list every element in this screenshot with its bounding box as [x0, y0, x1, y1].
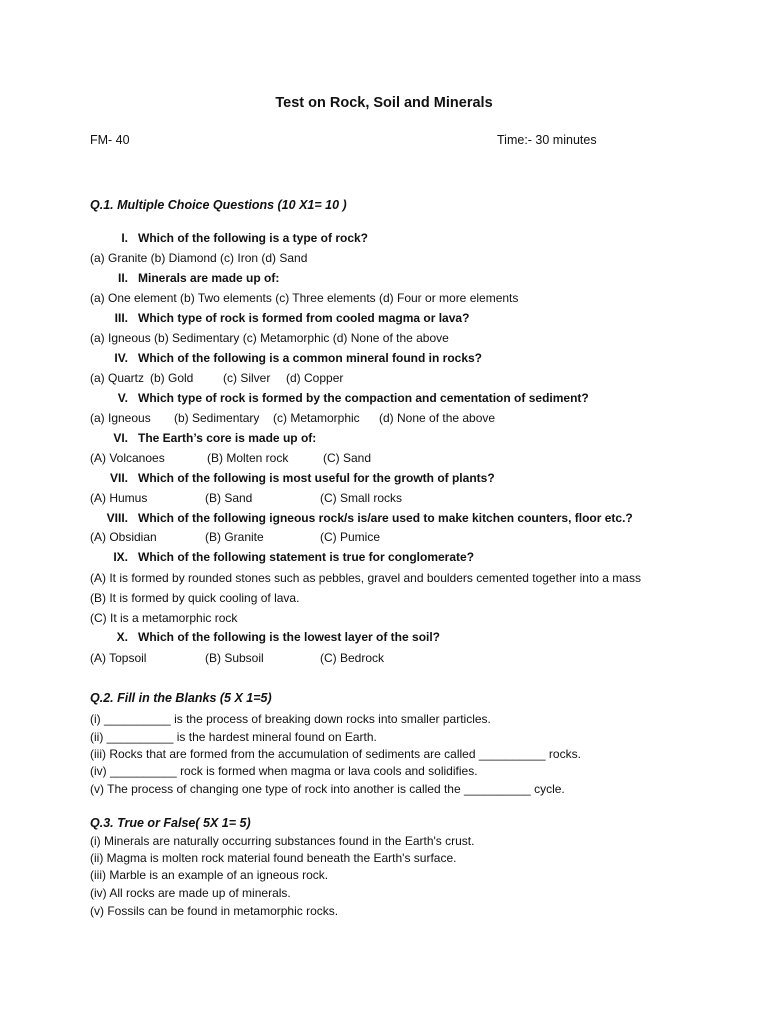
- question-text: Which type of rock is formed by the compaction and cementation of sediment?: [138, 391, 589, 405]
- fill-blank-item: (iv) __________ rock is formed when magma or lava cools and solidifies.: [90, 764, 478, 778]
- fill-blank-item: (iii) Rocks that are formed from the accumulation of sediments are called __________ rocks.: [90, 747, 581, 761]
- q2-heading: Q.2. Fill in the Blanks (5 X 1=5): [90, 691, 272, 705]
- question-6-options: [90, 451, 730, 467]
- question-5-options: [90, 411, 730, 427]
- option: (c) Silver: [223, 371, 271, 385]
- true-false-item: (ii) Magma is molten rock material found beneath the Earth's surface.: [90, 851, 457, 865]
- question-number: V.: [117, 391, 128, 405]
- option: (c) Metamorphic: [273, 411, 360, 425]
- question-text: The Earth’s core is made up of:: [138, 431, 317, 445]
- question-text: Which of the following igneous rock/s is/are used to make kitchen counters, floor etc.?: [138, 511, 633, 525]
- question-8-options: [90, 530, 730, 546]
- fill-blank-item: (v) The process of changing one type of rock into another is called the __________ cycle.: [90, 782, 565, 796]
- option: (C) Bedrock: [320, 651, 385, 665]
- question-text: Which of the following is a type of rock?: [138, 231, 369, 245]
- true-false-item: (iv) All rocks are made up of minerals.: [90, 886, 291, 900]
- option: (B) Subsoil: [205, 651, 264, 665]
- full-marks: FM- 40: [90, 133, 130, 147]
- question-text: Which of the following is the lowest layer of the soil?: [138, 630, 441, 644]
- question-number: II.: [117, 271, 128, 285]
- time-allowed: Time:- 30 minutes: [497, 133, 597, 147]
- question-4-options: [90, 371, 730, 387]
- question-9-option-c: (C) It is a metamorphic rock: [90, 611, 238, 625]
- question-10-options: [90, 651, 730, 667]
- question-number: VI.: [113, 431, 128, 445]
- page-title: Test on Rock, Soil and Minerals: [275, 95, 493, 111]
- question-1-options: (a) Granite (b) Diamond (c) Iron (d) Sand: [90, 251, 308, 265]
- true-false-item: (iii) Marble is an example of an igneous rock.: [90, 868, 329, 882]
- option: (B) Molten rock: [207, 451, 289, 465]
- true-false-item: (v) Fossils can be found in metamorphic rocks.: [90, 904, 339, 918]
- q3-heading: Q.3. True or False( 5X 1= 5): [90, 816, 251, 830]
- question-text: Minerals are made up of:: [138, 271, 280, 285]
- question-2-options: (a) One element (b) Two elements (c) Three elements (d) Four or more elements: [90, 291, 519, 305]
- option: (B) Sand: [205, 491, 253, 505]
- question-text: Which of the following is a common mineral found in rocks?: [138, 351, 483, 365]
- option: (A) Humus: [90, 491, 148, 505]
- option: (A) Topsoil: [90, 651, 147, 665]
- question-number: IX.: [113, 550, 128, 564]
- option: (d) Copper: [286, 371, 344, 385]
- option: (C) Pumice: [320, 530, 381, 544]
- question-3-options: (a) Igneous (b) Sedimentary (c) Metamorphic (d) None of the above: [90, 331, 449, 345]
- question-9-option-b: (B) It is formed by quick cooling of lava.: [90, 591, 300, 605]
- question-7-options: [90, 491, 730, 507]
- question-text: Which type of rock is formed from cooled magma or lava?: [138, 311, 470, 325]
- option: (b) Gold: [150, 371, 194, 385]
- fill-blank-item: (ii) __________ is the hardest mineral found on Earth.: [90, 730, 377, 744]
- option: (B) Granite: [205, 530, 264, 544]
- question-number: IV.: [114, 351, 128, 365]
- option: (d) None of the above: [379, 411, 496, 425]
- question-number: VII.: [109, 471, 128, 485]
- question-number: X.: [116, 630, 128, 644]
- option: (a) Igneous: [90, 411, 151, 425]
- question-number: I.: [121, 231, 128, 245]
- question-text: Which of the following statement is true for conglomerate?: [138, 550, 475, 564]
- option: (A) Volcanoes: [90, 451, 165, 465]
- true-false-item: (i) Minerals are naturally occurring substances found in the Earth's crust.: [90, 834, 475, 848]
- question-9-option-a: (A) It is formed by rounded stones such as pebbles, gravel and boulders cemented together into a mass: [90, 571, 641, 585]
- q1-heading: Q.1. Multiple Choice Questions (10 X1= 10 ): [90, 198, 347, 212]
- option: (C) Sand: [323, 451, 372, 465]
- option: (b) Sedimentary: [174, 411, 260, 425]
- option: (A) Obsidian: [90, 530, 157, 544]
- option: (a) Quartz: [90, 371, 145, 385]
- question-text: Which of the following is most useful for the growth of plants?: [138, 471, 495, 485]
- question-number: VIII.: [106, 511, 128, 525]
- option: (C) Small rocks: [320, 491, 403, 505]
- fill-blank-item: (i) __________ is the process of breaking down rocks into smaller particles.: [90, 712, 491, 726]
- question-number: III.: [114, 311, 128, 325]
